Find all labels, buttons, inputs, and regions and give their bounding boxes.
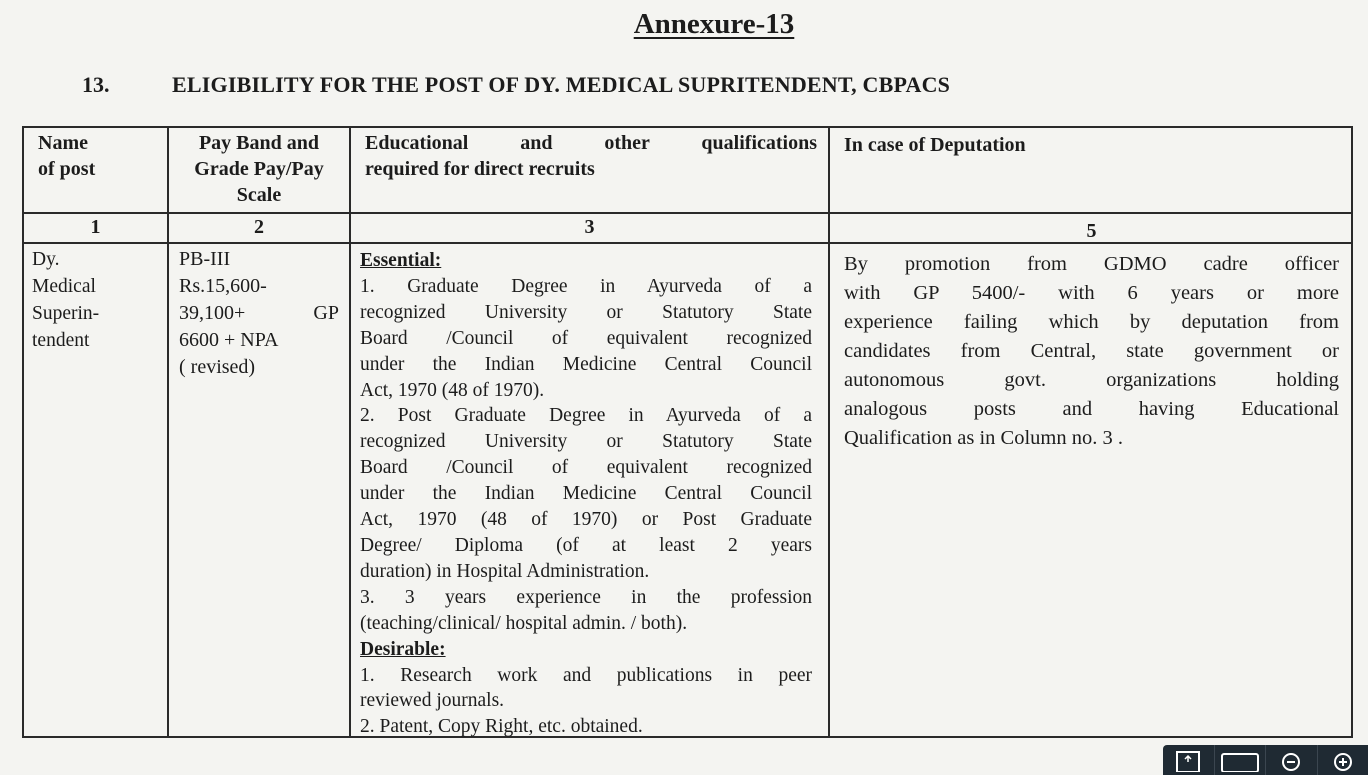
text-line: recognized University or Statutory State	[360, 429, 812, 455]
text-line: Qualification as in Column no. 3 .	[844, 424, 1339, 453]
header-line: In case of Deputation	[844, 132, 1026, 158]
text-line: (teaching/clinical/ hospital admin. / both).	[360, 611, 812, 637]
text-line: under the Indian Medicine Central Council	[360, 352, 812, 378]
text-line: candidates from Central, state government or	[844, 337, 1339, 366]
text-line: ( revised)	[179, 354, 339, 381]
desirable-heading: Desirable:	[360, 637, 812, 663]
cell-deputation	[844, 250, 1339, 453]
text-line: By promotion from GDMO cadre officer	[844, 250, 1339, 279]
text-line: 2. Patent, Copy Right, etc. obtained.	[360, 714, 812, 740]
cell-qualifications	[360, 248, 812, 740]
fullscreen-icon	[1175, 750, 1201, 772]
column-number: 3	[351, 216, 828, 239]
text-line: Board /Council of equivalent recognized	[360, 455, 812, 481]
text-line: Act, 1970 (48 of 1970) or Post Graduate	[360, 507, 812, 533]
text-line: 39,100+ GP	[179, 300, 339, 327]
text-line: Dy.	[32, 246, 99, 273]
text-line: tendent	[32, 327, 99, 354]
text-line: reviewed journals.	[360, 688, 812, 714]
text-line: with GP 5400/- with 6 years or more	[844, 279, 1339, 308]
fit-width-icon	[1220, 750, 1260, 772]
fullscreen-button[interactable]	[1163, 745, 1215, 775]
header-deputation	[844, 132, 1026, 158]
annexure-title	[0, 8, 1368, 41]
header-line: of post	[38, 156, 95, 182]
text-line: PB-III	[179, 246, 339, 273]
section-title: ELIGIBILITY FOR THE POST OF DY. MEDICAL SUPRITENDENT, CBPACS	[172, 72, 950, 98]
text-line: Act, 1970 (48 of 1970).	[360, 378, 812, 404]
annexure-title-text: Annexure-13	[634, 8, 795, 40]
header-line: Pay Band and	[170, 130, 348, 156]
header-line: required for direct recruits	[365, 156, 817, 182]
text-line: 1. Graduate Degree in Ayurveda of a	[360, 274, 812, 300]
text-line: under the Indian Medicine Central Council	[360, 481, 812, 507]
fit-width-button[interactable]	[1215, 745, 1267, 775]
text-line: Medical	[32, 273, 99, 300]
text-line: Rs.15,600-	[179, 273, 339, 300]
text-line: Degree/ Diploma (of at least 2 years	[360, 533, 812, 559]
header-qualifications	[365, 130, 817, 182]
cell-name-of-post	[32, 246, 99, 354]
header-pay-band	[170, 130, 348, 208]
column-number: 1	[24, 216, 167, 239]
essential-heading: Essential:	[360, 248, 812, 274]
zoom-in-button[interactable]	[1318, 745, 1368, 775]
zoom-out-icon	[1280, 750, 1302, 772]
section-number: 13.	[82, 72, 110, 98]
header-line: Scale	[170, 182, 348, 208]
column-number: 5	[830, 220, 1353, 243]
text-line: 3. 3 years experience in the profession	[360, 585, 812, 611]
row-divider	[24, 212, 1351, 214]
text-line: duration) in Hospital Administration.	[360, 559, 812, 585]
text-line: Board /Council of equivalent recognized	[360, 326, 812, 352]
text-line: 2. Post Graduate Degree in Ayurveda of a	[360, 403, 812, 429]
text-line: 1. Research work and publications in peer	[360, 663, 812, 689]
text-line: experience failing which by deputation from	[844, 308, 1339, 337]
text-line: autonomous govt. organizations holding	[844, 366, 1339, 395]
eligibility-table	[22, 126, 1353, 738]
header-line: Name	[38, 130, 95, 156]
zoom-out-button[interactable]	[1266, 745, 1318, 775]
header-name-of-post	[38, 130, 95, 182]
text-line: recognized University or Statutory State	[360, 300, 812, 326]
zoom-in-icon	[1332, 750, 1354, 772]
text-line: analogous posts and having Educational	[844, 395, 1339, 424]
column-number: 2	[169, 216, 349, 239]
header-line: Educational and other qualifications	[365, 130, 817, 156]
text-line: 6600 + NPA	[179, 327, 339, 354]
viewer-toolbar	[1163, 745, 1368, 775]
header-line: Grade Pay/Pay	[170, 156, 348, 182]
text-line: Superin-	[32, 300, 99, 327]
cell-pay-band	[179, 246, 339, 381]
